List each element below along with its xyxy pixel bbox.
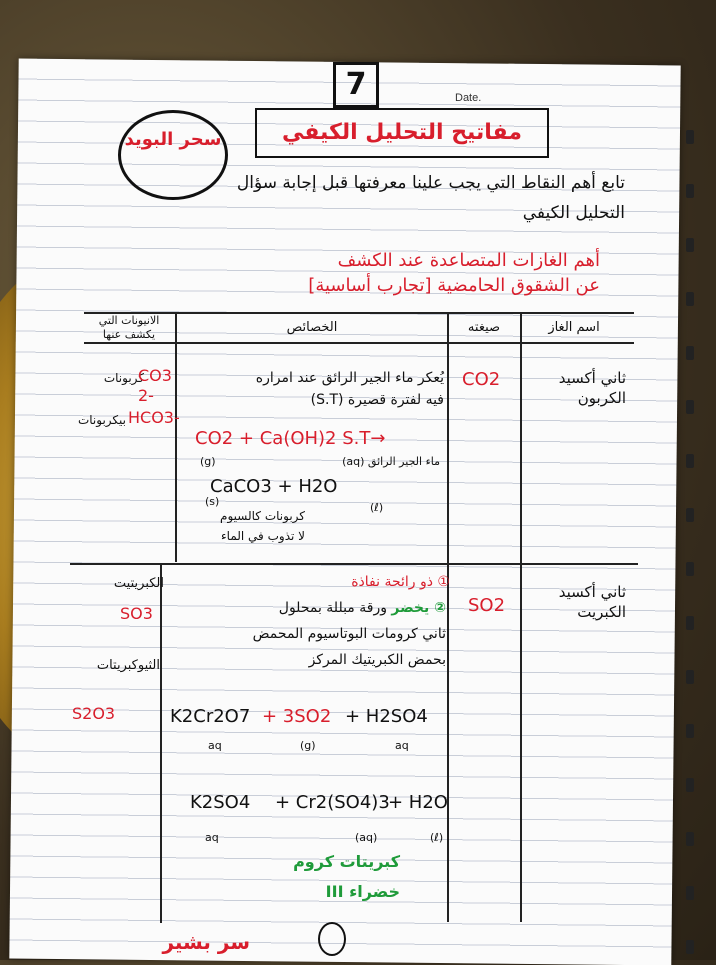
row2-formula: SO2: [468, 595, 506, 616]
row2-anion2-name: الثيوكبريتات: [96, 658, 160, 673]
bottom-red-text: سر بشير: [162, 930, 250, 954]
spiral-holes: [686, 130, 698, 930]
row1-anion1-formula: CO3 2-: [138, 366, 172, 405]
row2-property-4: بحمض الكبريتيك المركز: [308, 652, 446, 668]
row1-eq2-note-1: كربونات كالسيوم: [220, 509, 305, 523]
table-row-divider: [70, 563, 638, 565]
row2-green-note-1: كبريتات كروم: [293, 852, 400, 871]
row1-property-1: يُعكر ماء الجير الرائق عند امراره: [255, 370, 444, 386]
row2-eq2-left: K2SO4: [190, 792, 251, 813]
col-divider-3: [520, 312, 522, 922]
row2-anion2-formula: S2O3: [72, 704, 116, 723]
row2-anion1-formula: SO3: [120, 604, 153, 623]
row1-formula: CO2: [462, 369, 501, 390]
row1-eq1-note: ماء الجير الرائق (aq): [342, 455, 440, 468]
row1-anion2-name: بيكربونات: [77, 413, 126, 427]
row1-gas-name: ثاني أكسيد الكربون: [558, 369, 626, 407]
row1-eq2-state-left: (s): [205, 495, 220, 508]
table-header-line: [84, 342, 634, 344]
row1-equation-1: CO2 + Ca(OH)2 S.T→: [195, 428, 386, 449]
row2-eq2-right: + H2O: [388, 792, 448, 813]
row1-property-2: فيه لفترة قصيرة (S.T): [310, 392, 444, 408]
row2-eq1-left: K2Cr2O7: [170, 706, 251, 727]
row2-eq2-mid: + Cr2(SO4)3: [275, 792, 390, 813]
row2-anion1-name: الكبريتيت: [113, 576, 164, 591]
row2-eq1-plus2-state: aq: [395, 739, 409, 752]
author-stamp: سحر البويد: [118, 110, 228, 200]
row1-eq1-state: (g): [200, 455, 216, 468]
header-gas-name: اسم الغاز: [548, 320, 600, 335]
header-properties: الخصائص: [286, 320, 338, 335]
row2-property-2: ② يخضر ورقة مبللة بمحلول: [278, 600, 446, 616]
row2-eq1-plus1: + 3SO2: [262, 706, 332, 727]
page-title: مفاتيح التحليل الكيفي: [255, 108, 549, 158]
intro-text: تابع أهم النقاط التي يجب علينا معرفتها قبل إجابة سؤال التحليل الكيفي: [236, 173, 625, 223]
row2-eq2-mid-state: (aq): [355, 831, 378, 844]
page-number: 7: [333, 62, 379, 108]
row2-eq1-plus1-state: (g): [300, 739, 316, 752]
section-title: أهم الغازات المتصاعدة عند الكشف: [337, 250, 600, 271]
header-formula: صيغته: [467, 320, 501, 335]
row2-eq2-left-state: aq: [205, 831, 219, 844]
row1-eq2-state-right: (ℓ): [370, 501, 384, 514]
row1-eq2-note-2: لا تذوب في الماء: [221, 529, 305, 543]
row2-eq1-left-state: aq: [208, 739, 222, 752]
col-divider-1: [175, 312, 177, 562]
section-subtitle: عن الشقوق الحامضية [تجارب أساسية]: [308, 275, 600, 296]
row1-anion1-name: كربونات: [103, 371, 144, 385]
row2-eq2-right-state: (ℓ): [430, 831, 444, 844]
row2-property-1: ① ذو رائحة نفاذة: [351, 574, 450, 590]
signature-mark: [318, 922, 346, 956]
header-anions: الانيونات التي يكشف عنها: [98, 314, 160, 341]
row2-property-3: ثاني كرومات البوتاسيوم المحمض: [252, 626, 446, 642]
row2-eq1-plus2: + H2SO4: [345, 706, 428, 727]
row1-equation-2: CaCO3 + H2O: [210, 476, 338, 497]
date-label: Date.: [455, 92, 482, 104]
row1-anion2-formula: HCO3-: [128, 408, 180, 427]
row2-green-note-2: خضراء III: [325, 882, 400, 901]
row2-gas-name: ثاني أكسيد الكبريت: [558, 583, 626, 621]
